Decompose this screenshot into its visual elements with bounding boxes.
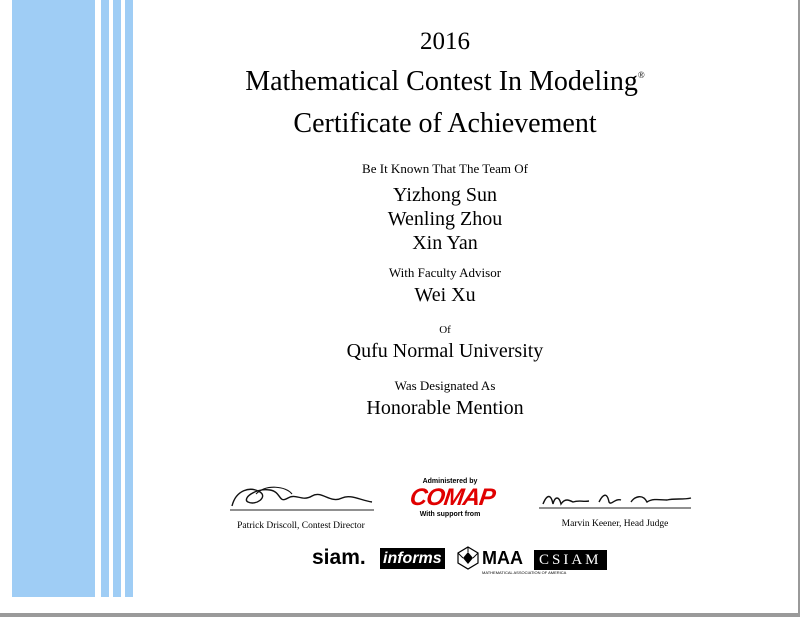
judge-caption: Marvin Keener, Head Judge [561, 519, 669, 529]
award-level: Honorable Mention [366, 397, 524, 419]
judge-signature [535, 488, 695, 512]
maa-polyhedron-icon [456, 546, 480, 575]
blue-stripe-narrow-2 [113, 0, 121, 597]
maa-logo [482, 548, 567, 575]
faculty-advisor: Wei Xu [414, 284, 476, 306]
registered-mark: ® [637, 70, 645, 80]
comap-logo: COMAP [408, 484, 497, 511]
of-text: Of [439, 324, 451, 336]
blue-stripe-wide [12, 0, 95, 597]
team-member-1: Yizhong Sun [393, 184, 497, 206]
contest-title [145, 66, 745, 98]
support-from-text: With support from [419, 511, 481, 518]
known-text: Be It Known That The Team Of [362, 161, 528, 176]
maa-logo-text: MAA [482, 548, 523, 568]
blue-stripe-narrow-1 [101, 0, 109, 597]
csiam-logo: CSIAM [534, 550, 607, 570]
contest-year: 2016 [420, 28, 470, 55]
certificate-subtitle: Certificate of Achievement [293, 108, 597, 139]
comap-block [408, 478, 497, 518]
contest-title-text: Mathematical Contest In Modeling [245, 66, 638, 97]
university-name: Qufu Normal University [346, 340, 544, 362]
administered-by-text: Administered by [422, 478, 478, 485]
director-caption: Patrick Driscoll, Contest Director [237, 521, 365, 531]
director-signature [226, 480, 376, 514]
maa-subtitle: MATHEMATICAL ASSOCIATION OF AMERICA [482, 570, 567, 575]
blue-stripe-narrow-3 [125, 0, 133, 597]
advisor-label: With Faculty Advisor [388, 265, 502, 280]
siam-logo: siam. [312, 546, 366, 569]
informs-logo: informs [380, 548, 445, 569]
team-member-2: Wenling Zhou [387, 208, 503, 230]
director-signature-block [226, 480, 376, 531]
designated-text: Was Designated As [394, 378, 496, 393]
judge-signature-block [535, 488, 695, 529]
team-member-3: Xin Yan [412, 232, 478, 254]
